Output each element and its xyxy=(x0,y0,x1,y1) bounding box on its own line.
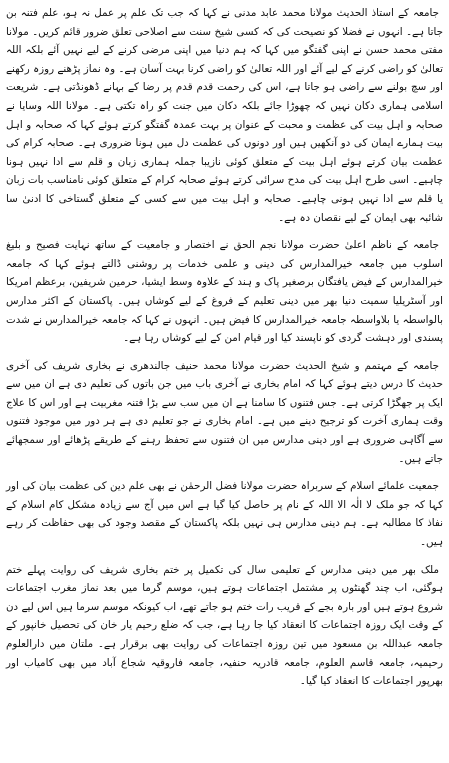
paragraph-4: جمعیت علمائے اسلام کے سربراہ حضرت مولانا فضل الرحمٰن نے بھی علم دین کی عظمت بیان کی اور کہا کہ جو ملک لا الٰہ الا اللہ کے نام پر حاصل کیا گیا ہے اس میں آج سے زیادہ مشکل کام اسلام کے نفاذ کا مطالبہ ہے۔ ہم دینی مدارس ہی نہیں بلکہ پاکستان کے مقصد وجود کی بھی حفاظت کر رہے ہیں۔ xyxy=(6,480,443,549)
paragraph-1: جامعہ کے استاذ الحدیث مولانا محمد عابد مدنی نے کہا کہ جب تک علم پر عمل نہ ہو، علم فتنہ بن جاتا ہے۔ انہوں نے فضلا کو نصیحت کی کہ کسی شیخ سنت سے اصلاحی تعلق ضرور قائم کریں۔ مولانا مفتی محمد حسن نے اپنی گفتگو میں کہا کہ ہم دنیا میں اپنی مرضی کرنے کے لیے نہیں آئے بلکہ اللہ تعالیٰ کو راضی کرنے کے لیے آئے اور اللہ تعالیٰ کو راضی کرنا بہت آسان ہے۔ وہ نماز پڑھنے روزہ رکھنے اور سچ بولنے سے راضی ہو جاتا ہے، اس کی رحمت قدم قدم پر رضا کے بہانے ڈھونڈتی ہے۔ شریعت اسلامی ہماری دکان نہیں کہ چھوڑا جائے بلکہ دکان میں جنت کو راہ تکتی ہے۔ مولانا اللہ وسایا نے صحابہ و اہل بیت کی عظمت و محبت کے عنوان پر بہت عمدہ گفتگو کرتے ہوئے کہا کہ صحابہ و اہل بیت ہمارے ایمان کی دو آنکھیں ہیں اور دونوں کی عظمت دل میں ہونا ضروری ہے۔ صحابہ کرام کی عظمت بیان کرتے ہوئے اہل بیت کے متعلق کوئی نازیبا جملہ ہماری زبان و قلم سے ادا نہیں ہونا چاہیے۔ اسی طرح اہل بیت کی مدح سرائی کرتے ہوئے صحابہ کرام کے متعلق کوئی نامناسب بات زبان یا قلم سے ادا نہیں ہونی چاہیے۔ صحابہ و اہل بیت میں سے کسی کے متعلق گستاخی کا ادنیٰ سا شائبہ بھی ایمان کے لیے نقصان دہ ہے۔ xyxy=(6,7,443,224)
paragraph-3: جامعہ کے مہتمم و شیخ الحدیث حضرت مولانا محمد حنیف جالندھری نے بخاری شریف کی آخری حدیث کا درس دیتے ہوئے کہا کہ امام بخاری نے آخری باب میں جن باتوں کی تعلیم دی ہے ان میں سے ایک پر جھگڑا کرتی ہے۔ جس فتنوں کا سامنا ہے ان میں سب سے بڑا فتنہ مغربیت ہے اور اس کا علاج وقت ہماری آخرت کو ترجیح دینے میں ہے۔ امام بخاری نے جو تعلیم دی ہے ہر دور میں موجود فتنوں سے آگاہی ضروری ہے اور دینی مدارس میں ان فتنوں سے تحفظ رہنے کے طریقے پڑھائے اور سمجھائے جاتے ہیں۔ xyxy=(6,359,443,465)
paragraph-5: ملک بھر میں دینی مدارس کے تعلیمی سال کی تکمیل پر ختم بخاری شریف کی روایت پہلے ختم ہوگئی، اب چند گھنٹوں پر مشتمل اجتماعات ہوتے ہیں، موسم گرما میں بعد نماز مغرب اجتماعات شروع ہوتے ہیں اور بارہ بجے کے قریب رات ختم ہو جاتے تھے، اب کیونکہ موسم سرما ہیں اس لیے دن کے وقت ایک روزہ اجتماعات کا انعقاد کیا جا رہا ہے، جب کہ ضلع رحیم یار خان کی تحصیل خانپور کے جامعہ عبداللہ بن مسعود میں تین روزہ اجتماعات کی روایت بھی برقرار ہے۔ ملتان میں دارالعلوم رحیمیہ، جامعہ قاسم العلوم، جامعہ قادریہ حنفیہ، جامعہ فاروقیہ شجاع آباد میں بھی کامیاب اور بھرپور اجتماعات کا انعقاد کیا گیا۔ xyxy=(6,563,443,688)
paragraph-2: جامعہ کے ناظم اعلیٰ حضرت مولانا نجم الحق نے اختصار و جامعیت کے ساتھ نہایت فصیح و بلیغ اسلوب میں جامعہ خیرالمدارس کی دینی و علمی خدمات پر روشنی ڈالتے ہوئے کہا کہ جامعہ خیرالمدارس کے فیض یافتگان برصغیر پاک و ہند کے علاوہ وسط ایشیا، حرمین شریفین، برعظم امریکا اور آسٹریلیا سمیت دنیا بھر میں دینی تعلیم کے فروغ کے لیے کوشاں ہیں۔ پاکستان کے اکثر مدارس بالواسطہ یا بلاواسطہ جامعہ خیرالمدارس کا فیض ہیں۔ انہوں نے کہا کہ جامعہ خیرالمدارس نے شدت پسندی اور دہشت گردی کو ناپسند کیا اور قیام امن کے لیے کوشاں رہا ہے۔ xyxy=(6,239,443,345)
